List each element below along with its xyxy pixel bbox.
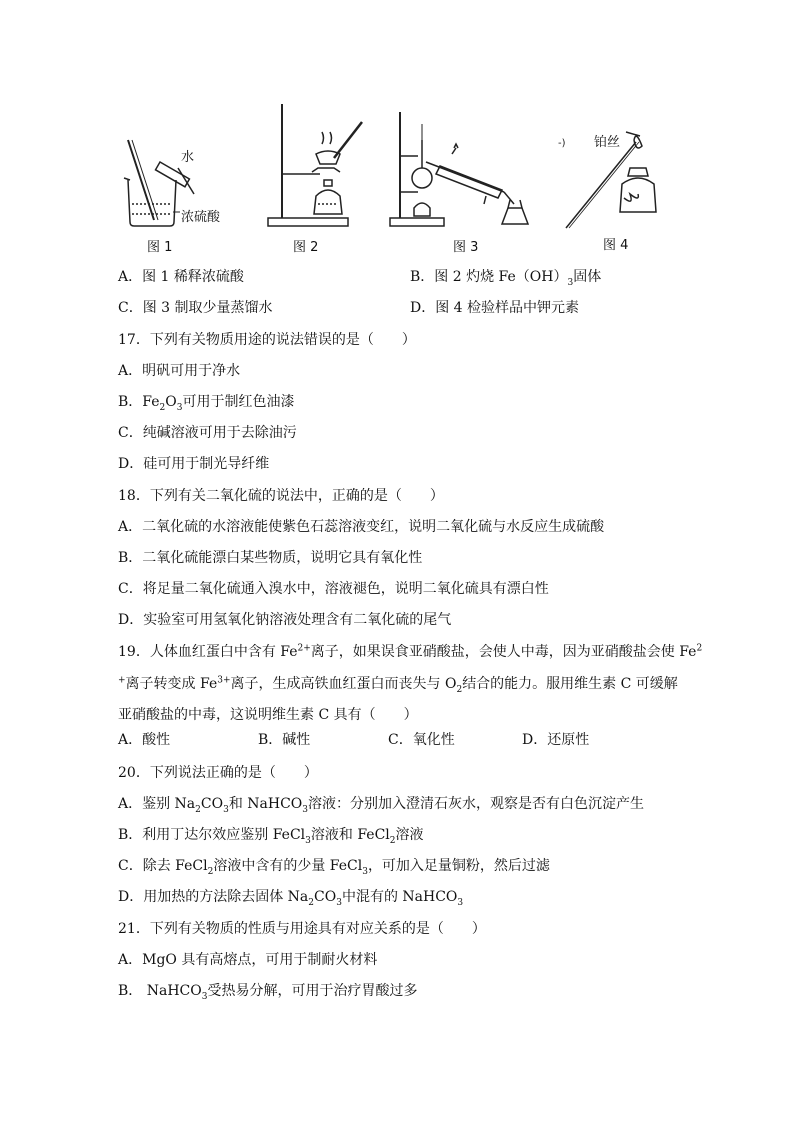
q20-option-b: B．利用丁达尔效应鉴别 FeCl$_3$溶液和 FeCl$_2$溶液 [118, 827, 424, 846]
q16-option-d: D．图 4 检验样品中钾元素 [410, 300, 580, 316]
q16-option-b: B．图 2 灼烧 $Fe(OH)_3$固体 [410, 269, 602, 288]
q20-option-a: A．鉴别 $Na_2CO_3$和 NaHCO$_3$溶液：分别加入澄清石灰水，观察是否有白色沉淀产生 [118, 796, 645, 815]
q21-option-b: B． NaHCO$_3$受热易分解，可用于治疗胃酸过多 [118, 983, 418, 1002]
experiment-figures [0, 0, 794, 262]
q18-stem: 18．下列有关二氧化硫的说法中，正确的是（ ） [118, 488, 444, 504]
figure-1-water-label: 水 [181, 150, 195, 165]
q19-stem-line-3: 亚硝酸盐的中毒，这说明维生素 C 具有（ ） [118, 707, 418, 723]
q16-option-a: A．图 1 稀释浓硫酸 [118, 269, 244, 285]
figure-3-caption: 图 3 [453, 240, 479, 255]
figure-4-caption: 图 4 [603, 238, 629, 253]
figure-1-acid-label: 浓硫酸 [181, 210, 221, 225]
q16-option-c: C．图 3 制取少量蒸馏水 [118, 300, 273, 316]
q20-option-c: C．除去 FeCl$_2$溶液中含有的少量 FeCl$_3$，可加入足量铜粉，然后过滤 [118, 858, 550, 877]
q19-stem-line-2: +离子转变成 $Fe^{3+}$离子，生成高铁血红蛋白而丧失与 $O_2$结合的能力。服用维生素 C 可缓解 [118, 675, 678, 695]
q21-option-a: A．MgO 具有高熔点，可用于制耐火材料 [118, 952, 378, 968]
q19-option-d: D．还原性 [522, 732, 590, 748]
q21-stem: 21．下列有关物质的性质与用途具有对应关系的是（ ） [118, 921, 486, 937]
q17-stem: 17．下列有关物质用途的说法错误的是（ ） [118, 332, 416, 348]
figure-2-diagram [262, 100, 372, 232]
q17-option-b: B．$Fe_2O_3$可用于制红色油漆 [118, 394, 295, 413]
q17-option-a: A．明矾可用于净水 [118, 363, 241, 379]
svg-text:-): -) [558, 138, 566, 149]
q18-option-b: B．二氧化硫能漂白某些物质，说明它具有氧化性 [118, 550, 423, 566]
q19-stem-line-1: 19．人体血红蛋白中含有 $Fe^{2+}$离子，如果误食亚硝酸盐，会使人中毒，因为亚硝酸盐会使 Fe$^2$ [118, 643, 703, 660]
q17-option-d: D．硅可用于制光导纤维 [118, 456, 270, 472]
figure-3-diagram [386, 104, 536, 232]
q20-stem: 20．下列说法正确的是（ ） [118, 765, 318, 781]
q18-option-d: D．实验室可用氢氧化钠溶液处理含有二氧化硫的尾气 [118, 612, 452, 628]
q18-option-c: C．将足量二氧化硫通入溴水中，溶液褪色，说明二氧化硫具有漂白性 [118, 581, 549, 597]
figure-4-wire-label: 铂丝 [594, 135, 621, 150]
q19-option-b: B．碱性 [258, 732, 311, 748]
q17-option-c: C．纯碱溶液可用于去除油污 [118, 425, 297, 441]
q19-option-a: A．酸性 [118, 732, 171, 748]
figure-2-caption: 图 2 [293, 240, 319, 255]
q19-option-c: C．氧化性 [388, 732, 455, 748]
q20-option-d: D．用加热的方法除去固体 $Na_2CO_3$中混有的 NaHCO$_3$ [118, 889, 464, 908]
q18-option-a: A．二氧化硫的水溶液能使紫色石蕊溶液变红，说明二氧化硫与水反应生成硫酸 [118, 519, 605, 535]
figure-1-caption: 图 1 [147, 240, 173, 255]
